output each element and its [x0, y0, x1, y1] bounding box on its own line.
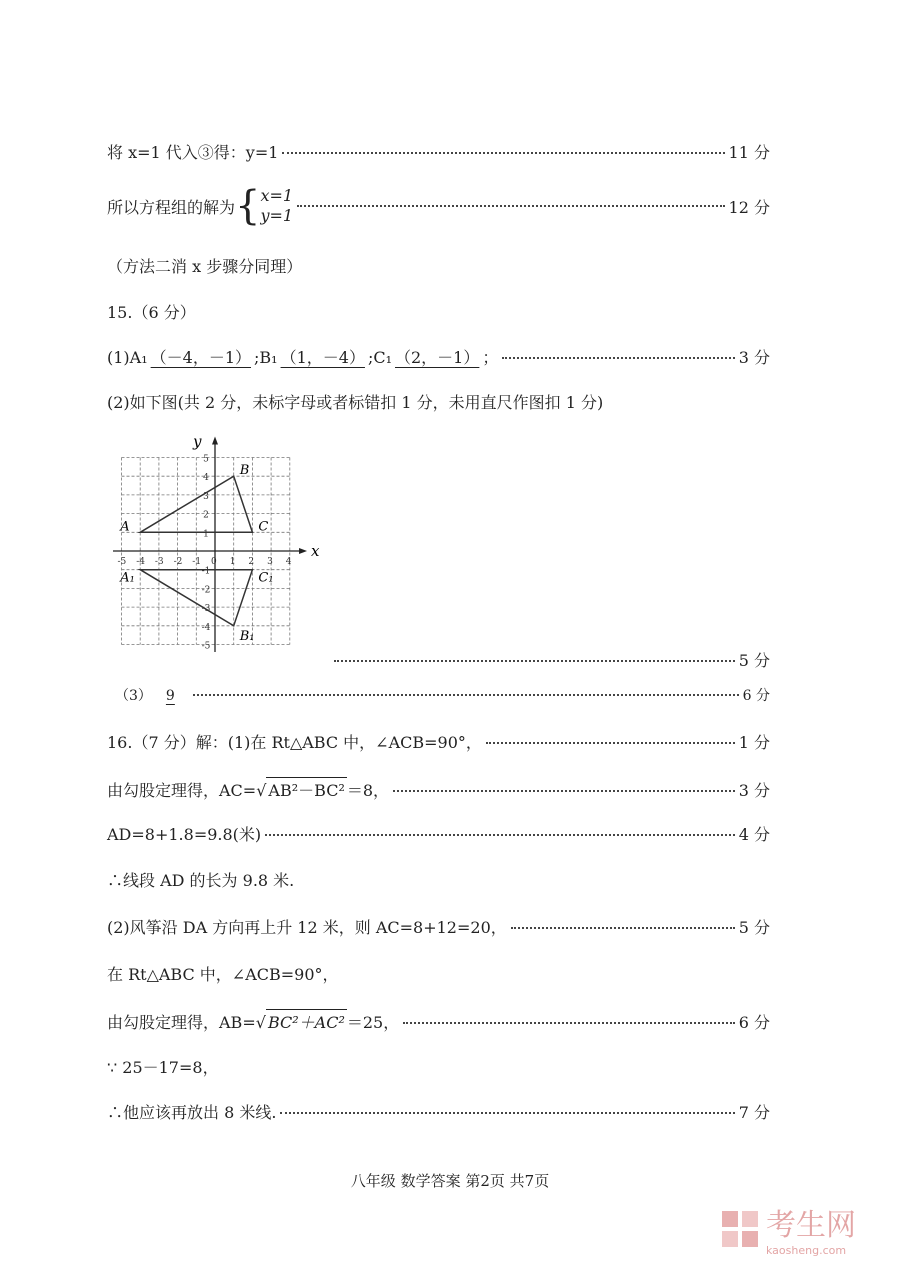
score: 1 分 — [738, 733, 770, 752]
text: （方法二消 x 步骤分同理） — [107, 257, 303, 276]
x-tick-label: -1 — [192, 557, 202, 567]
page-footer: 八年级 数学答案 第2页 共7页 — [350, 1172, 550, 1190]
label: （3） — [115, 688, 152, 704]
score: 6 分 — [742, 688, 770, 704]
equation-system: { x=1 y=1 — [235, 183, 294, 229]
vertex-label: C₁ — [258, 570, 274, 586]
logo-name: 考生网 — [766, 1208, 856, 1243]
logo-url: kaosheng.com — [766, 1244, 847, 1257]
x-axis-arrow — [299, 548, 307, 554]
score: 4 分 — [738, 825, 770, 844]
x-axis-label: x — [311, 542, 320, 560]
x-tick-label: 3 — [267, 557, 273, 567]
y-axis-arrow — [212, 437, 218, 445]
q16-conclusion2 — [107, 1100, 770, 1123]
leader — [502, 357, 734, 359]
y-tick-label: -3 — [201, 604, 211, 615]
score: 3 分 — [738, 781, 770, 800]
score: 6 分 — [738, 1013, 770, 1032]
x-tick-label: -3 — [154, 557, 164, 567]
line-note — [107, 254, 770, 277]
q15-heading — [107, 300, 770, 323]
leader — [486, 742, 735, 744]
score: 12 分 — [728, 197, 770, 217]
leader — [403, 1022, 734, 1024]
score: 3 分 — [738, 348, 770, 367]
vertex-label: C — [258, 519, 269, 535]
sqrt-sign: √ — [256, 781, 267, 800]
watermark-logo — [720, 1200, 856, 1257]
text: 所以方程组的解为 — [107, 197, 236, 217]
leader — [193, 694, 739, 696]
text: ∴线段 AD 的长为 9.8 米. — [107, 871, 295, 890]
q16-ab — [107, 1009, 770, 1033]
q15-part1 — [107, 345, 770, 368]
text: ＝8， — [346, 781, 390, 800]
x-tick-label: -5 — [117, 557, 127, 567]
eq1: x=1 — [260, 186, 294, 205]
line-solution — [107, 183, 770, 229]
vertex-label: A — [120, 519, 130, 535]
q16-triangle — [107, 962, 770, 985]
x-tick-label: 0 — [211, 557, 217, 567]
leader — [282, 152, 724, 154]
q16-ad — [107, 822, 770, 845]
y-axis-label: y — [193, 435, 202, 451]
answer-c1: （2，－1） — [395, 348, 480, 367]
label-c1: ;C₁ — [367, 348, 392, 367]
leader — [297, 205, 724, 207]
logo-icon — [720, 1209, 760, 1249]
y-tick-label: 5 — [203, 454, 209, 465]
sqrt-sign: √ — [255, 1013, 266, 1032]
punct: ； — [482, 348, 499, 367]
radicand: BC²＋AC² — [266, 1009, 347, 1033]
text: 在 Rt△ABC 中，∠ACB=90°， — [107, 965, 339, 984]
line-substitute — [107, 140, 770, 163]
x-tick-label: -2 — [173, 557, 183, 567]
radicand: AB²－BC² — [266, 777, 346, 801]
score: 5 分 — [738, 918, 770, 937]
text: (2)风筝沿 DA 方向再上升 12 米，则 AC=8+12=20， — [107, 918, 507, 937]
score: 11 分 — [728, 143, 770, 162]
q16-part2 — [107, 915, 770, 938]
y-tick-label: 3 — [203, 491, 209, 502]
q15-part2 — [107, 390, 770, 413]
label-a1: (1)A₁ — [107, 348, 148, 367]
x-tick-label: 1 — [229, 557, 236, 567]
q16-ac — [107, 777, 770, 801]
vertex-label: A₁ — [120, 570, 135, 586]
text: ＝25， — [346, 1013, 400, 1032]
q16-because — [107, 1055, 770, 1078]
score: 5 分 — [738, 651, 770, 670]
label-b1: ;B₁ — [254, 348, 278, 367]
x-tick-label: -4 — [136, 557, 145, 567]
text: (2)如下图(共 2 分，未标字母或者标错扣 1 分，未用直尺作图扣 1 分) — [107, 393, 604, 412]
y-tick-label: -5 — [201, 641, 211, 652]
graph-score — [330, 648, 770, 671]
q15-part3 — [115, 685, 770, 705]
answer-b1: （1，－4） — [280, 348, 365, 367]
eq2: y=1 — [260, 206, 294, 225]
y-tick-label: -4 — [201, 622, 211, 633]
leader — [280, 1112, 734, 1114]
text: 由勾股定理得，AB= — [107, 1013, 256, 1032]
y-tick-label: 4 — [203, 473, 209, 484]
text: 15.（6 分） — [107, 303, 196, 322]
y-tick-label: 2 — [203, 510, 209, 521]
score: 7 分 — [738, 1103, 770, 1122]
text: 将 x=1 代入③得：y=1 — [107, 143, 279, 162]
vertex-label: B₁ — [239, 628, 255, 644]
y-tick-label: -2 — [201, 585, 211, 596]
x-tick-label: 4 — [285, 557, 292, 567]
coordinate-graph — [110, 435, 325, 660]
text: AD=8+1.8=9.8(米) — [107, 825, 262, 844]
leader — [334, 660, 735, 662]
x-tick-label: 2 — [248, 557, 255, 567]
q16-part1 — [107, 730, 770, 753]
text: ∵ 25－17=8， — [107, 1058, 219, 1077]
y-tick-label: 1 — [203, 529, 209, 540]
y-tick-label: -1 — [201, 566, 211, 577]
leader — [393, 790, 735, 792]
leader — [511, 927, 735, 929]
q16-conclusion1 — [107, 868, 770, 891]
answer: 9 — [165, 688, 175, 704]
vertex-label: B — [239, 463, 250, 479]
answer-a1: （－4，－1） — [150, 348, 252, 367]
text: 由勾股定理得，AC= — [107, 781, 257, 800]
text: ∴他应该再放出 8 米线. — [107, 1103, 277, 1122]
text: 16.（7 分）解：(1)在 Rt△ABC 中，∠ACB=90°， — [107, 733, 482, 752]
leader — [265, 834, 735, 836]
